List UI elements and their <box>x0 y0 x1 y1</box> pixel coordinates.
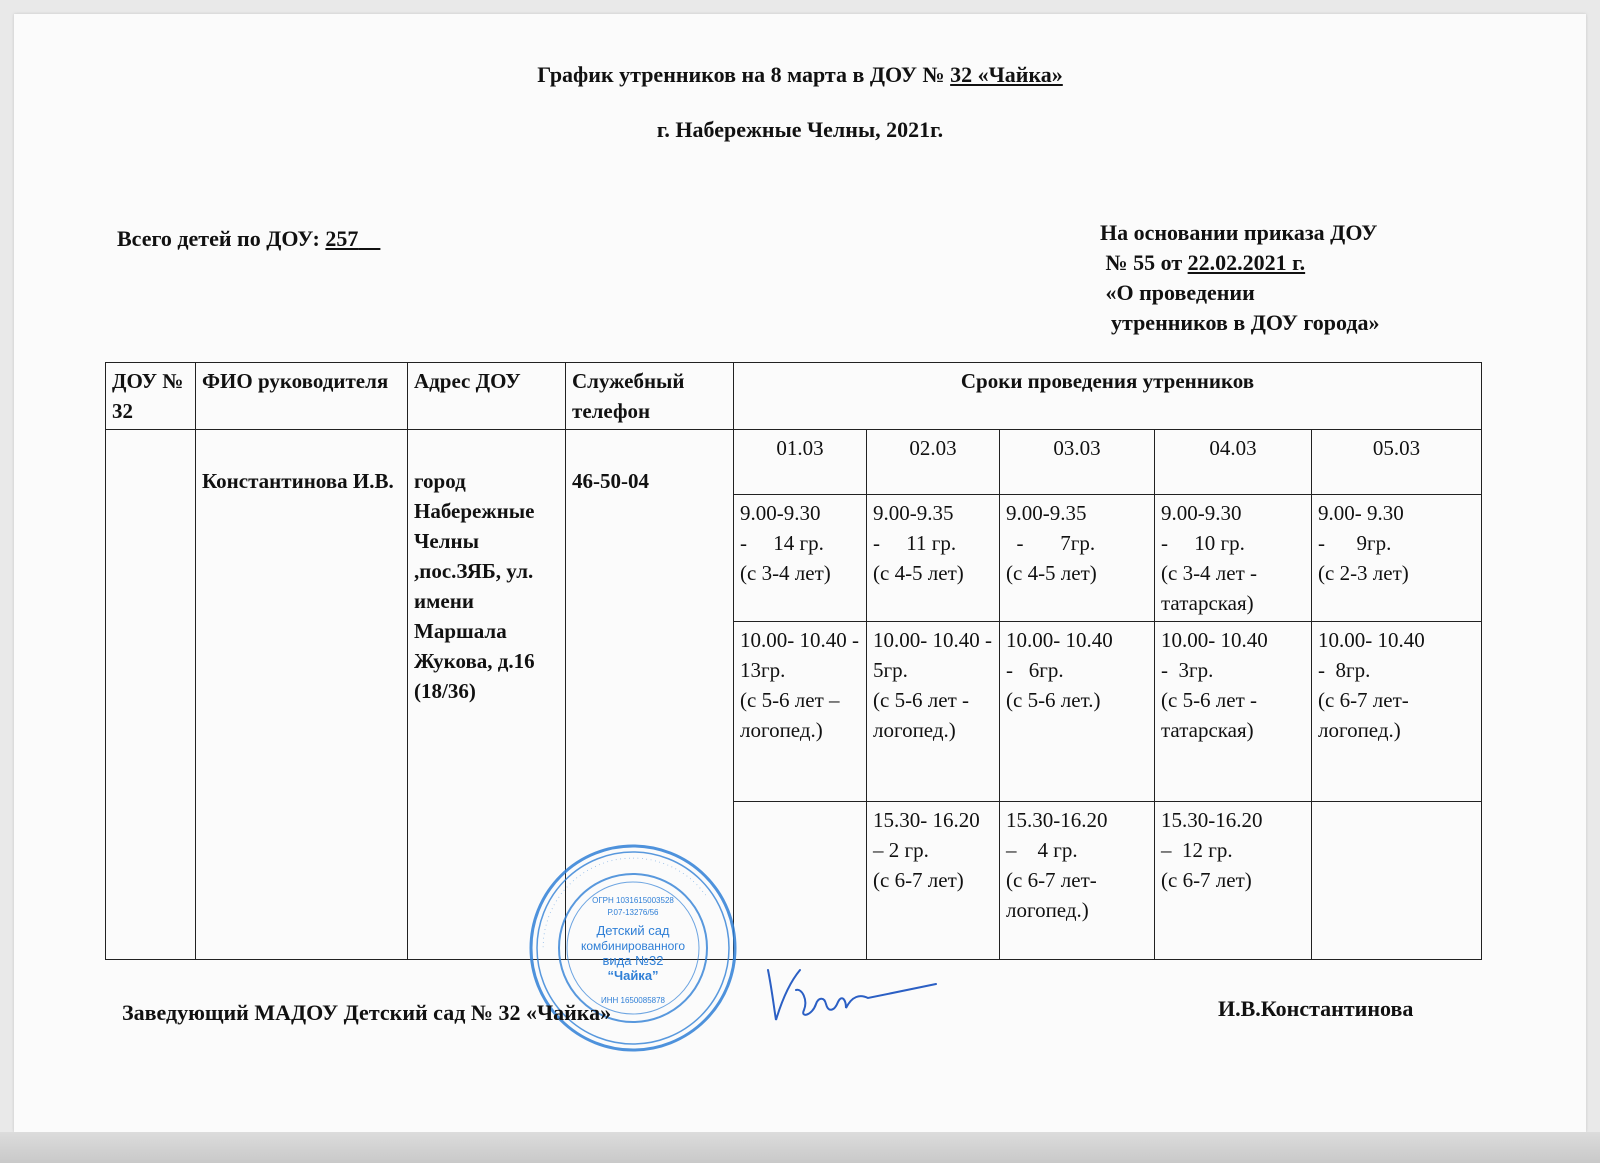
slot-cell <box>734 802 867 960</box>
title-kindergarten: 32 «Чайка» <box>950 62 1063 87</box>
stamp-line-2: комбинированного <box>580 939 686 953</box>
stamp-ogrn: ОГРН 1031615003528 <box>592 896 674 905</box>
header-fio: ФИО руководителя <box>196 363 408 430</box>
header-dates: Сроки проведения утренников <box>734 363 1482 430</box>
date-cell: 04.03 <box>1155 430 1312 495</box>
stamp-line-1: Детский сад <box>596 923 670 938</box>
scanner-edge <box>0 1132 1600 1163</box>
document-title <box>0 62 1600 88</box>
slot-cell: 10.00- 10.40 - 3гр. (с 5-6 лет - татарская) <box>1155 622 1312 802</box>
slot-cell: 15.30- 16.20 – 2 гр. (с 6-7 лет) <box>867 802 1000 960</box>
slot-cell: 9.00- 9.30 - 9гр. (с 2-3 лет) <box>1312 495 1482 622</box>
slot-cell: 10.00- 10.40 - 13гр. (с 5-6 лет – логопед.) <box>734 622 867 802</box>
footer-position: Заведующий МАДОУ Детский сад № 32 «Чайка» <box>122 1000 612 1025</box>
footer-name: И.В.Константинова <box>1218 996 1414 1021</box>
slot-cell: 9.00-9.30 - 14 гр. (с 3-4 лет) <box>734 495 867 622</box>
stamp-inn: ИНН 1650085878 <box>600 996 666 1005</box>
date-cell: 01.03 <box>734 430 867 495</box>
stamp-reg: Р.07-13276/56 <box>607 908 659 917</box>
order-line-2: № 55 от 22.02.2021 г. <box>1100 250 1306 275</box>
order-line-4: утренников в ДОУ города» <box>1100 310 1380 335</box>
slot-cell: 9.00-9.35 - 11 гр. (с 4-5 лет) <box>867 495 1000 622</box>
title-prefix: График утренников на 8 марта в ДОУ № <box>537 62 951 87</box>
header-dou: ДОУ № 32 <box>106 363 196 430</box>
header-address: Адрес ДОУ <box>408 363 566 430</box>
date-cell: 03.03 <box>1000 430 1155 495</box>
slot-cell: 10.00- 10.40 - 5гр. (с 5-6 лет - логопед.) <box>867 622 1000 802</box>
header-phone: Служебный телефон <box>566 363 734 430</box>
stamp-line-4: “Чайка” <box>607 968 659 983</box>
slot-cell: 10.00- 10.40 - 8гр. (с 6-7 лет- логопед.) <box>1312 622 1482 802</box>
signature <box>760 960 940 1030</box>
cell-dou <box>106 430 196 960</box>
date-cell: 05.03 <box>1312 430 1482 495</box>
order-line-1: На основании приказа ДОУ <box>1100 220 1378 245</box>
cell-address: город Набережные Челны ,пос.ЗЯБ, ул. имени Маршала Жукова, д.16 (18/36) <box>408 430 566 960</box>
cell-phone: 46-50-04 <box>566 430 734 960</box>
slot-cell: 9.00-9.35 - 7гр. (с 4-5 лет) <box>1000 495 1155 622</box>
total-value: 257 <box>325 226 359 251</box>
schedule-table <box>105 362 1482 960</box>
total-label: Всего детей по ДОУ: <box>117 226 326 251</box>
cell-fio: Константинова И.В. <box>196 430 408 960</box>
slot-cell: 15.30-16.20 – 12 гр. (с 6-7 лет) <box>1155 802 1312 960</box>
order-date: 22.02.2021 г. <box>1187 250 1306 275</box>
stamp-line-3: вида №32 <box>602 953 664 968</box>
stamp-ring-text: · · · · · · · · · · · · · · · · · · · · · · · · · · · · · · · · · · · · · · · · · · · · · · · · · · · · <box>539 854 709 949</box>
slot-cell: 15.30-16.20 – 4 гр. (с 6-7 лет- логопед.) <box>1000 802 1155 960</box>
order-reference <box>1100 218 1380 338</box>
document-subtitle: г. Набережные Челны, 2021г. <box>656 117 944 142</box>
slot-cell: 9.00-9.30 - 10 гр. (с 3-4 лет - татарская) <box>1155 495 1312 622</box>
total-children <box>117 226 380 252</box>
order-line-3: «О проведении <box>1100 280 1255 305</box>
slot-cell: 10.00- 10.40 - 6гр. (с 5-6 лет.) <box>1000 622 1155 802</box>
slot-cell <box>1312 802 1482 960</box>
date-cell: 02.03 <box>867 430 1000 495</box>
